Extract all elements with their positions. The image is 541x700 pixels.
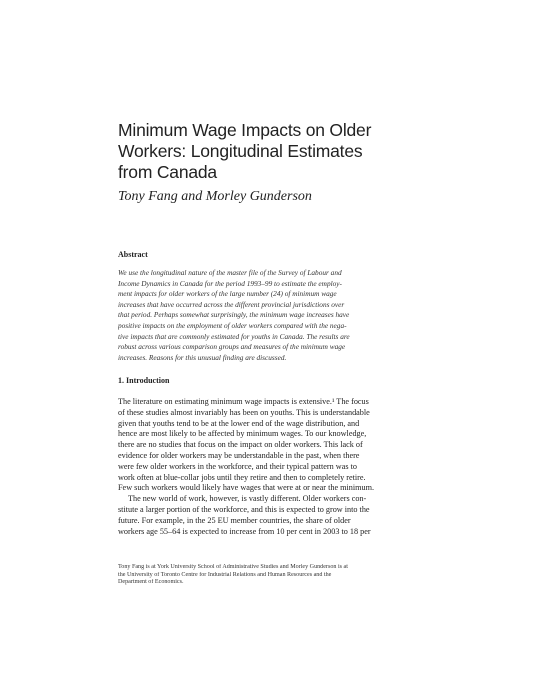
body-line: future. For example, in the 25 EU member countries, the share of older — [118, 515, 351, 525]
author-footnote — [118, 564, 410, 587]
body-line: work often at blue-collar jobs until they retire and then to completely retire. — [118, 472, 366, 482]
article-title-line: from Canada — [118, 162, 217, 182]
abstract-text — [118, 268, 402, 363]
body-line: were few older workers in the workforce, and their typical pattern was to — [118, 461, 357, 471]
abstract-heading: Abstract — [118, 250, 148, 259]
body-line: The new world of work, however, is vastly different. Older workers con- — [128, 494, 367, 504]
article-title-line: Workers: Longitudinal Estimates — [118, 141, 363, 161]
article-title — [118, 120, 418, 183]
footnote-line: the University of Toronto Centre for Industrial Relations and Human Resources and the — [118, 571, 332, 578]
abstract-line: robust across various comparison groups and measures of the minimum wage — [118, 342, 346, 352]
abstract-line: We use the longitudinal nature of the master file of the Survey of Labour and — [118, 268, 342, 277]
abstract-line: increases that have occurred across the different provincial jurisdictions over — [118, 299, 345, 309]
abstract-line: increases. Reasons for this unusual finding are discussed. — [118, 352, 287, 362]
abstract-line: ment impacts for older workers of the large number (24) of minimum wage — [118, 289, 337, 299]
body-line: Few such workers would likely have wages that were at or near the minimum. — [118, 483, 375, 493]
body-line: stitute a larger portion of the workforce, and this is expected to grow into the — [118, 504, 370, 514]
body-line: The literature on estimating minimum wage impacts is extensive.¹ The focus — [118, 397, 369, 406]
footnote-line: Department of Economics. — [118, 579, 184, 586]
body-line: given that youths tend to be at the lower end of the wage distribution, and — [118, 418, 360, 428]
abstract-line: tive impacts that are commonly estimated for youths in Canada. The results are — [118, 331, 350, 341]
footnote-line: Tony Fang is at York University School of Administrative Studies and Morley Gunderson is at — [118, 564, 348, 570]
introduction-text — [118, 397, 410, 537]
abstract-line: positive impacts on the employment of older workers compared with the nega- — [118, 320, 347, 330]
abstract-line: that period. Perhaps somewhat surprisingly, the minimum wage increases have — [118, 310, 350, 320]
introduction-heading: 1. Introduction — [118, 376, 170, 385]
body-line: evidence for older workers may be understandable in the past, when there — [118, 450, 360, 460]
body-line: there are no studies that focus on the impact on older workers. This lack of — [118, 440, 363, 450]
article-title-line: Minimum Wage Impacts on Older — [118, 120, 372, 140]
body-line: hence are most likely to be affected by minimum wages. To our knowledge, — [118, 429, 367, 439]
article-authors: Tony Fang and Morley Gunderson — [118, 189, 312, 204]
body-line: of these studies almost invariably has been on youths. This is understandable — [118, 407, 370, 417]
body-line: workers age 55–64 is expected to increase from 10 per cent in 2003 to 18 per — [118, 526, 371, 536]
abstract-line: Income Dynamics in Canada for the period 1993–99 to estimate the employ- — [118, 278, 342, 288]
